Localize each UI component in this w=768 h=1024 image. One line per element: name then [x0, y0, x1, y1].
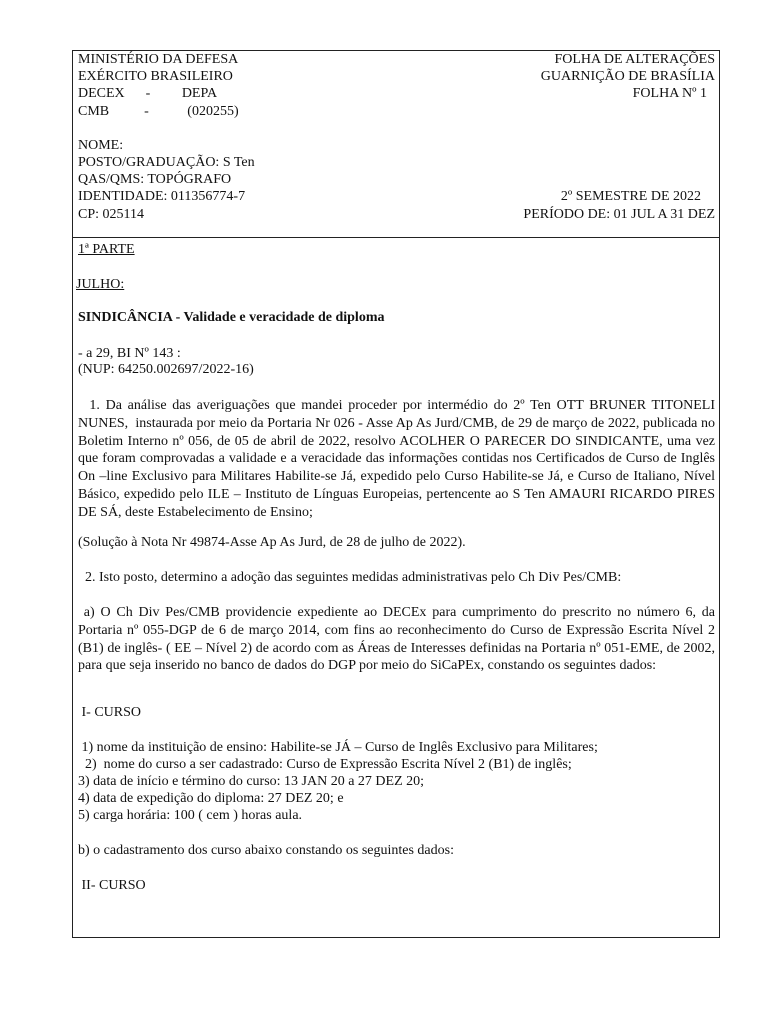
paragraph-2: 2. Isto posto, determino a adoção das seguintes medidas administrativas pelo Ch Div Pes/CMB: — [78, 570, 622, 585]
header-periodo: PERÍODO DE: 01 JUL A 31 DEZ — [523, 207, 715, 222]
document-sheet — [72, 50, 720, 938]
reference-bi: - a 29, BI Nº 143 : — [78, 346, 181, 361]
course-item-2: 2) nome do curso a ser cadastrado: Curso de Expressão Escrita Nível 2 (B1) de inglês; — [78, 757, 572, 772]
section-month: JULHO: — [76, 277, 125, 292]
paragraph-b: b) o cadastramento dos curso abaixo constando os seguintes dados: — [78, 843, 454, 858]
document-header — [73, 51, 719, 238]
section-title: SINDICÂNCIA - Validade e veracidade de diploma — [78, 310, 385, 325]
paragraph-2a: a) O Ch Div Pes/CMB providencie expediente ao DECEx para cumprimento do prescrito no número 6, da Portaria nº 055-DGP de 6 de março 2014, com fins ao reconhecimento do Curso de Expressão Escrita Nível 2 (B1) de inglês- ( EE – Nível 2) de acordo com as Áreas de Interesses definidas na Portaria nº 051-EME, de 2002, para que seja inserido no banco de dados do DGP por meio do SiCaPEx, constando os seguintes dados: — [78, 605, 719, 674]
header-qas: QAS/QMS: TOPÓGRAFO — [78, 172, 232, 187]
header-army: EXÉRCITO BRASILEIRO — [78, 69, 233, 84]
header-cmb: CMB - (020255) — [78, 104, 239, 119]
header-identidade: IDENTIDADE: 011356774-7 — [78, 189, 246, 204]
header-semestre: 2º SEMESTRE DE 2022 — [560, 189, 701, 204]
course-item-4: 4) data de expedição do diploma: 27 DEZ 20; e — [78, 791, 344, 806]
course-item-5: 5) carga horária: 100 ( cem ) horas aula. — [78, 808, 303, 823]
header-cp: CP: 025114 — [78, 207, 144, 222]
header-ministry: MINISTÉRIO DA DEFESA — [78, 52, 239, 67]
header-folha-numero: FOLHA Nº 1 — [632, 86, 707, 101]
course-heading-2: II- CURSO — [78, 878, 146, 893]
header-nome: NOME: — [78, 138, 124, 153]
course-item-3: 3) data de início e término do curso: 13 JAN 20 a 27 DEZ 20; — [78, 774, 425, 789]
course-heading-1: I- CURSO — [78, 705, 142, 720]
reference-nup: (NUP: 64250.002697/2022-16) — [78, 362, 254, 377]
course-item-1: 1) nome da instituição de ensino: Habilite-se JÁ – Curso de Inglês Exclusivo para Militares; — [78, 740, 598, 755]
header-decex: DECEX - DEPA — [78, 86, 218, 101]
header-posto: POSTO/GRADUAÇÃO: S Ten — [78, 155, 255, 170]
paragraph-1: 1. Da análise das averiguações que mandei proceder por intermédio do 2º Ten OTT BRUNER TITONELI NUNES, instaurada por meio da Portaria Nr 026 - Asse Ap As Jurd/CMB, de 29 de março de 2022, publicada no Boletim Interno nº 056, de 05 de abril de 2022, resolvo ACOLHER O PARECER DO SINDICANTE, uma vez que foram comprovadas a validade e a veracidade das informações contidas nos Certificados de Curso de Inglês On –line Exclusivo para Militares Habilite-se Já, expedido pelo Curso Habilite-se Já, e Curso de Italiano, Nível Básico, expedido pelo ILE – Instituto de Línguas Europeias, pertencente ao S Ten AMAURI RICARDO PIRES DE SÁ, deste Estabelecimento de Ensino; — [78, 398, 719, 520]
header-guarnicao: GUARNIÇÃO DE BRASÍLIA — [540, 69, 715, 84]
solution-note: (Solução à Nota Nr 49874-Asse Ap As Jurd, de 28 de julho de 2022). — [78, 535, 466, 550]
section-parte: 1ª PARTE — [78, 242, 135, 257]
header-folha-alteracoes: FOLHA DE ALTERAÇÕES — [554, 52, 715, 67]
